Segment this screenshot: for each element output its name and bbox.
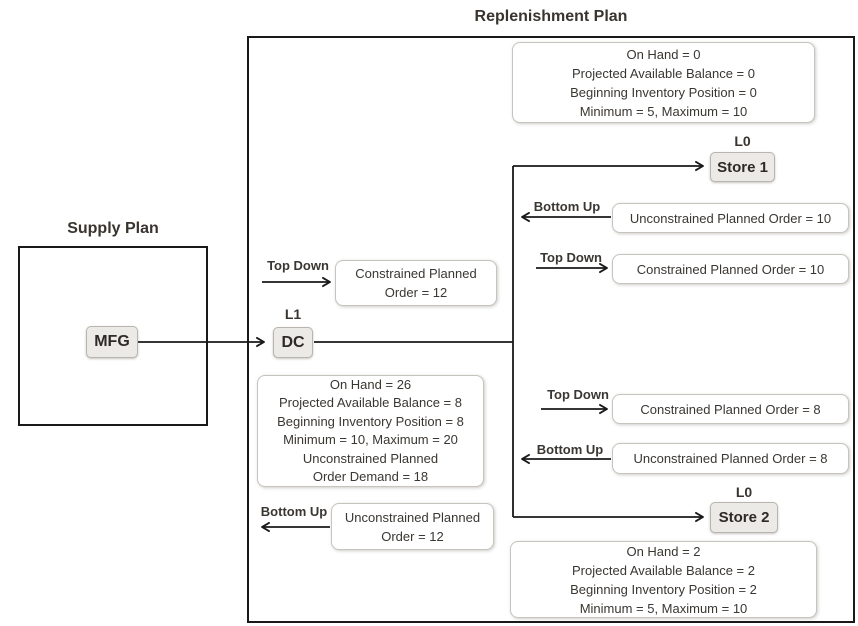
store2-level-label: L0 bbox=[735, 484, 753, 500]
store1-info-box bbox=[512, 42, 815, 123]
store2-constrained-order-box: Constrained Planned Order = 8 bbox=[612, 394, 849, 424]
store2-node: Store 2 bbox=[710, 502, 778, 533]
store2-unconstrained-order-box: Unconstrained Planned Order = 8 bbox=[612, 443, 849, 474]
dc-info-line: Projected Available Balance = 8 bbox=[279, 395, 462, 410]
store1-info-line: On Hand = 0 bbox=[626, 46, 701, 62]
store2-info-line: Projected Available Balance = 2 bbox=[572, 562, 755, 578]
supply-plan-title: Supply Plan bbox=[67, 220, 159, 237]
dc-info-line: On Hand = 26 bbox=[329, 376, 412, 392]
store1-constrained-order-box: Constrained Planned Order = 10 bbox=[612, 254, 849, 284]
store2-top-down-label: Top Down bbox=[547, 387, 609, 402]
store1-level-label: L0 bbox=[734, 133, 751, 149]
store1-info-line: Beginning Inventory Position = 0 bbox=[570, 84, 757, 100]
store1-top-down-label: Top Down bbox=[540, 250, 602, 265]
store2-bottom-up-label: Bottom Up bbox=[536, 442, 604, 457]
store2-info-box bbox=[510, 541, 817, 618]
dc-top-down-label: Top Down bbox=[267, 258, 329, 273]
store2-info-line: On Hand = 2 bbox=[626, 543, 701, 559]
store2-info-line: Minimum = 5, Maximum = 10 bbox=[579, 600, 748, 616]
dc-info-line: Order Demand = 18 bbox=[312, 469, 429, 484]
store1-info-line: Projected Available Balance = 0 bbox=[572, 65, 755, 81]
store1-bottom-up-label: Bottom Up bbox=[533, 199, 601, 214]
dc-info-line: Beginning Inventory Position = 8 bbox=[277, 413, 464, 429]
dc-constrained-order-box: Constrained Planned Order = 12 bbox=[335, 260, 497, 306]
store2-info-line: Beginning Inventory Position = 2 bbox=[570, 581, 757, 597]
dc-info-box bbox=[257, 375, 484, 487]
mfg-node: MFG bbox=[86, 326, 138, 358]
dc-info-line: Minimum = 10, Maximum = 20 bbox=[283, 432, 458, 447]
dc-level-label: L1 bbox=[284, 306, 302, 322]
dc-info-line: Unconstrained Planned bbox=[302, 450, 439, 466]
replenishment-plan-title: Replenishment Plan bbox=[474, 8, 628, 25]
store1-unconstrained-order-box: Unconstrained Planned Order = 10 bbox=[612, 203, 849, 233]
store1-info-line: Minimum = 5, Maximum = 10 bbox=[579, 103, 748, 119]
dc-node: DC bbox=[273, 327, 313, 358]
dc-unconstrained-order-box: Unconstrained Planned Order = 12 bbox=[331, 503, 494, 550]
store1-node: Store 1 bbox=[710, 152, 775, 182]
dc-bottom-up-label: Bottom Up bbox=[260, 504, 328, 519]
